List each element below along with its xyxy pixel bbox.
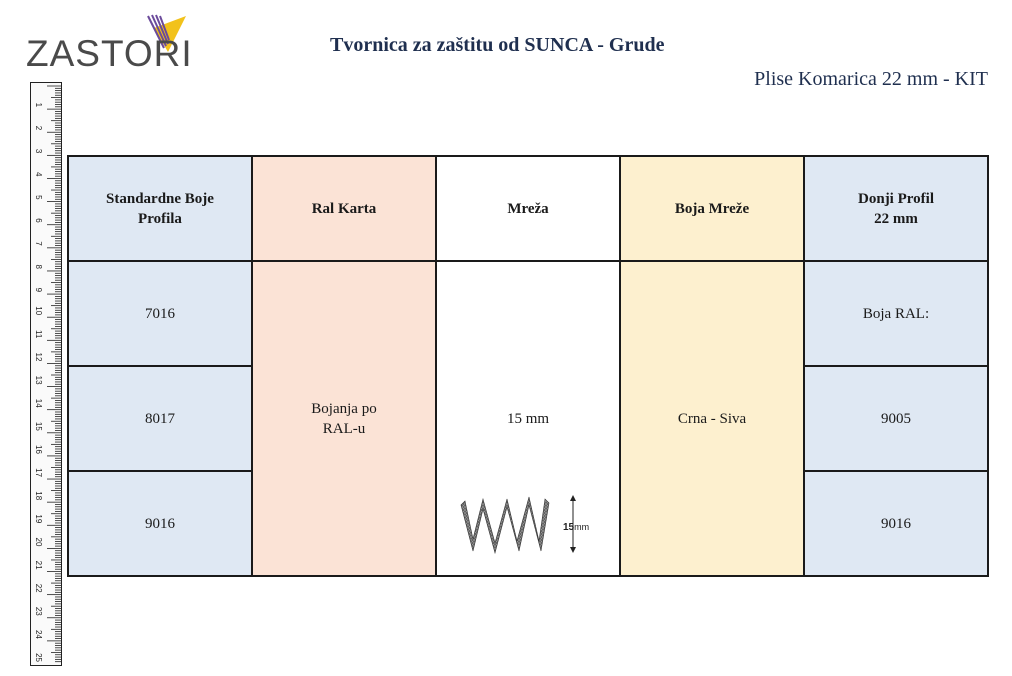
- ruler-number: 17: [34, 468, 43, 478]
- mreza-cell: [436, 261, 620, 576]
- pleat-dimension-text: [563, 517, 589, 538]
- header-boja-mreze: Boja Mreže: [620, 156, 804, 261]
- ruler-number: 16: [34, 445, 43, 454]
- donji-profil-cell: Boja RAL:: [804, 261, 988, 366]
- header-mreza: Mreža: [436, 156, 620, 261]
- zastori-logo: [24, 14, 204, 76]
- pleat-mesh-image: [459, 495, 599, 555]
- ruler-number: 23: [34, 606, 43, 616]
- mreza-value: 15 mm: [506, 410, 550, 427]
- donji-profil-cell: 9016: [804, 471, 988, 576]
- ruler-number: 24: [34, 629, 43, 639]
- ruler-icon: [30, 82, 62, 666]
- ruler-number: 5: [34, 195, 43, 200]
- ruler-number: 8: [34, 264, 43, 269]
- ruler-number: 2: [34, 125, 43, 131]
- ruler-number: 11: [34, 330, 43, 339]
- ruler-number: 14: [34, 398, 43, 408]
- ruler-number: 12: [34, 352, 43, 362]
- ruler-number: 6: [34, 218, 43, 223]
- ruler-number: 19: [34, 514, 43, 524]
- logo-text: ZASTORI: [26, 33, 193, 74]
- ruler-number: 1: [34, 102, 43, 108]
- ruler-number: 25: [34, 653, 43, 662]
- header-standardne-boje: [68, 156, 252, 261]
- header-line: Standardne Boje: [106, 190, 214, 207]
- ruler-number: 15: [34, 421, 43, 431]
- ruler-number: 4: [34, 172, 43, 177]
- ruler-number: 21: [34, 560, 43, 570]
- header-line: Profila: [138, 210, 182, 227]
- pleat-zigzag-icon: [459, 495, 559, 555]
- ruler-number: 20: [34, 537, 43, 547]
- profile-color-cell: 8017: [68, 366, 252, 471]
- pleat-num: 15: [563, 522, 575, 533]
- ruler-number: 18: [34, 491, 43, 501]
- profile-color-cell: 9016: [68, 471, 252, 576]
- cell-line: RAL-u: [322, 420, 366, 437]
- table-header-row: [68, 156, 988, 261]
- spec-table: [67, 155, 989, 577]
- ral-karta-cell: [252, 261, 436, 576]
- table-row: [68, 261, 988, 366]
- ruler-number: 3: [34, 148, 43, 154]
- header-donji-profil: [804, 156, 988, 261]
- header-line: 22 mm: [874, 210, 918, 227]
- ruler-number: 13: [34, 375, 43, 385]
- ruler-number: 10: [34, 306, 43, 316]
- header-ral-karta: Ral Karta: [252, 156, 436, 261]
- pleat-unit: mm: [574, 522, 590, 532]
- ruler-number: 9: [34, 287, 43, 293]
- header-line: Donji Profil: [858, 190, 934, 207]
- page-title: Tvornica za zaštitu od SUNCA - Grude: [330, 34, 665, 56]
- cell-line: Bojanja po: [311, 400, 377, 417]
- ruler-number: 22: [34, 583, 43, 593]
- page-subtitle: Plise Komarica 22 mm - KIT: [754, 68, 988, 90]
- profile-color-cell: 7016: [68, 261, 252, 366]
- donji-profil-cell: 9005: [804, 366, 988, 471]
- ruler-number: 7: [34, 241, 43, 246]
- boja-mreze-cell: Crna - Siva: [620, 261, 804, 576]
